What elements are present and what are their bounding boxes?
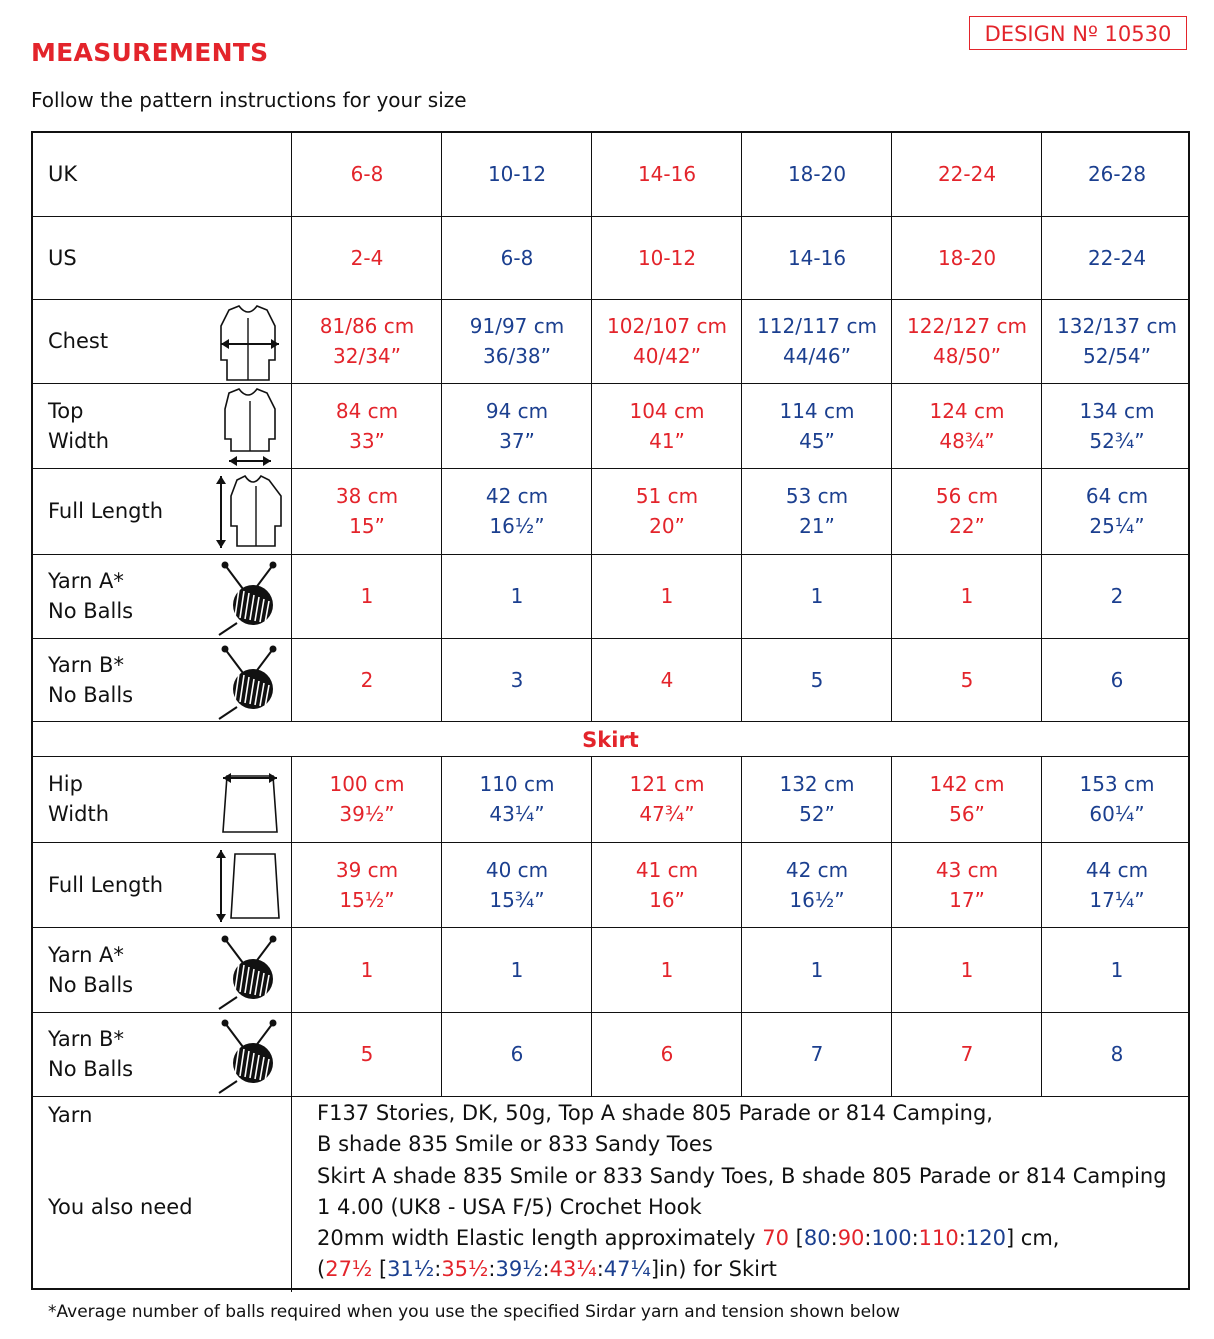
- yarn-detail-segment: (: [317, 1257, 326, 1282]
- size-value-line: 39 cm: [335, 857, 399, 882]
- size-value-cell: [1042, 1039, 1192, 1069]
- size-value-line: 18-20: [787, 162, 847, 186]
- size-value-line: 122/127 cm: [907, 314, 1027, 338]
- size-value-cell: [292, 769, 442, 829]
- yarn-detail-segment: Skirt A shade 835 Smile or 833 Sandy Toes, B shade 805 Parade or 814 Camping: [317, 1163, 1167, 1188]
- design-number-box: [969, 16, 1187, 50]
- size-value-cell: [1042, 955, 1192, 985]
- size-value-line: 17”: [949, 887, 985, 912]
- size-value-line: 44 cm: [1085, 857, 1149, 882]
- size-value-line: 1: [510, 584, 524, 608]
- size-value-cell: [892, 311, 1042, 371]
- size-value-cell: [592, 396, 742, 456]
- row-label: [48, 1024, 133, 1084]
- size-value-line: 33”: [349, 428, 385, 453]
- size-value-cell: [592, 665, 742, 695]
- row-label: [48, 326, 108, 356]
- row-divider: [33, 468, 1188, 469]
- size-value-line: 5: [360, 1042, 374, 1066]
- size-value-line: 1: [510, 957, 524, 982]
- skirt-width-icon: [215, 760, 285, 840]
- yarn-label: Yarn: [48, 1103, 93, 1127]
- size-value-line: 132 cm: [779, 772, 855, 796]
- size-value-line: 48¾”: [939, 428, 995, 453]
- size-value-line: 51 cm: [635, 484, 699, 508]
- row-label-line: Yarn A*: [48, 569, 124, 593]
- size-value-line: 112/117 cm: [757, 314, 877, 338]
- size-value-cell: [742, 665, 892, 695]
- size-value-cell: [592, 855, 742, 915]
- row-label-line: Width: [48, 802, 110, 826]
- size-value-line: 48/50”: [933, 344, 1001, 368]
- size-value-cell: [742, 396, 892, 456]
- row-label: [48, 159, 77, 189]
- row-label: [48, 496, 163, 526]
- size-value-cell: [592, 311, 742, 371]
- row-divider: [33, 299, 1188, 300]
- size-value-cell: [892, 581, 1042, 611]
- yarn-details: [317, 1098, 1167, 1286]
- size-value-line: 142 cm: [929, 772, 1005, 796]
- size-value-cell: [442, 665, 592, 695]
- size-value-line: 60¼”: [1089, 802, 1145, 826]
- size-value-cell: [292, 243, 442, 273]
- row-label-line: Top: [48, 398, 84, 423]
- row-label-line: Width: [48, 428, 110, 453]
- yarn-detail-line: [317, 1254, 1167, 1285]
- yarn-detail-segment: ] cm,: [1005, 1226, 1060, 1251]
- size-value-line: 1: [810, 584, 824, 608]
- size-value-cell: [292, 855, 442, 915]
- size-value-line: 15½”: [339, 887, 395, 912]
- size-value-line: 2-4: [350, 245, 384, 270]
- row-label-line: Full Length: [48, 872, 164, 897]
- size-value-cell: [742, 581, 892, 611]
- size-value-cell: [442, 159, 592, 189]
- yarn-detail-segment: 31½: [387, 1257, 435, 1282]
- page-title: MEASUREMENTS: [31, 38, 269, 67]
- skirt-heading: Skirt: [582, 728, 639, 752]
- yarn-detail-segment: :: [488, 1257, 496, 1282]
- yarn-detail-segment: 1 4.00 (UK8 - USA F/5) Crochet Hook: [317, 1194, 702, 1219]
- size-value-line: 6: [510, 1042, 524, 1066]
- size-value-line: 26-28: [1087, 162, 1147, 186]
- size-value-cell: [592, 243, 742, 273]
- row-label-line: Hip: [48, 772, 83, 796]
- yarn-detail-segment: 110: [918, 1226, 959, 1251]
- row-label: [48, 396, 109, 456]
- size-value-line: 41 cm: [635, 857, 699, 882]
- row-divider: [33, 383, 1188, 384]
- size-value-cell: [292, 581, 442, 611]
- size-value-line: 47¾”: [639, 802, 695, 826]
- size-value-line: 5: [810, 667, 824, 692]
- size-value-cell: [742, 855, 892, 915]
- yarn-detail-line: [317, 1192, 1167, 1223]
- size-value-cell: [442, 1039, 592, 1069]
- size-value-cell: [742, 311, 892, 371]
- row-label-line: No Balls: [48, 599, 134, 623]
- size-value-cell: [442, 396, 592, 456]
- size-value-line: 18-20: [937, 245, 997, 270]
- size-value-line: 8: [1110, 1042, 1124, 1066]
- row-divider: [33, 638, 1188, 639]
- size-value-cell: [1042, 396, 1192, 456]
- row-label-line: Full Length: [48, 499, 164, 523]
- size-value-line: 84 cm: [335, 398, 399, 423]
- size-value-line: 15”: [349, 514, 385, 538]
- size-value-cell: [1042, 311, 1192, 371]
- yarn-detail-segment: :: [542, 1257, 550, 1282]
- size-value-line: 1: [660, 957, 674, 982]
- size-value-cell: [892, 855, 1042, 915]
- size-value-line: 110 cm: [479, 772, 555, 796]
- row-label-line: Yarn B*: [48, 652, 124, 677]
- size-value-cell: [892, 481, 1042, 541]
- size-value-line: 52/54”: [1083, 344, 1151, 368]
- size-value-line: 14-16: [637, 162, 697, 186]
- size-value-line: 15¾”: [489, 887, 545, 912]
- yarn-detail-segment: F137 Stories, DK, 50g, Top A shade 805 Parade or 814 Camping,: [317, 1101, 993, 1125]
- size-value-line: 2: [1110, 584, 1124, 608]
- size-value-line: 39½”: [339, 802, 395, 826]
- size-value-line: 52”: [799, 802, 835, 826]
- row-label-line: No Balls: [48, 972, 134, 997]
- size-value-cell: [892, 243, 1042, 273]
- size-value-line: 56 cm: [935, 484, 999, 508]
- size-value-cell: [592, 581, 742, 611]
- size-value-cell: [1042, 855, 1192, 915]
- yarn-detail-segment: 43¼: [549, 1257, 597, 1282]
- size-value-line: 16”: [649, 887, 685, 912]
- yarn-detail-segment: 70: [762, 1226, 789, 1251]
- row-label-line: Yarn A*: [48, 942, 124, 967]
- size-value-cell: [592, 1039, 742, 1069]
- size-value-line: 10-12: [637, 245, 697, 270]
- yarn-detail-segment: :: [434, 1257, 442, 1282]
- yarn-detail-segment: :: [958, 1226, 966, 1251]
- size-value-line: 7: [810, 1042, 824, 1066]
- yarn-detail-segment: B shade 835 Smile or 833 Sandy Toes: [317, 1132, 713, 1157]
- size-value-cell: [742, 1039, 892, 1069]
- size-value-line: 124 cm: [929, 398, 1005, 423]
- yarn-ball-icon: [215, 641, 285, 721]
- size-value-line: 102/107 cm: [607, 314, 727, 338]
- yarn-detail-segment: ]in) for Skirt: [650, 1257, 777, 1282]
- footnote: *Average number of balls required when you use the specified Sirdar yarn and tension shown below: [48, 1302, 901, 1322]
- size-value-line: 4: [660, 667, 674, 692]
- yarn-detail-segment: [: [789, 1226, 804, 1251]
- size-value-line: 22-24: [1087, 245, 1147, 270]
- size-value-cell: [292, 955, 442, 985]
- size-value-line: 1: [960, 957, 974, 982]
- yarn-detail-segment: 20mm width Elastic length approximately: [317, 1226, 763, 1251]
- size-value-cell: [1042, 243, 1192, 273]
- yarn-detail-line: [317, 1161, 1167, 1192]
- size-value-line: 22-24: [937, 162, 997, 186]
- size-value-line: 16½”: [789, 887, 845, 912]
- measurements-table: [31, 131, 1190, 1290]
- size-value-cell: [592, 159, 742, 189]
- yarn-ball-icon: [215, 931, 285, 1011]
- size-value-line: 36/38”: [483, 344, 551, 368]
- size-value-line: 43¼”: [489, 802, 545, 826]
- size-value-cell: [892, 396, 1042, 456]
- row-divider: [33, 927, 1188, 928]
- yarn-detail-segment: 27½: [325, 1257, 373, 1282]
- size-value-cell: [892, 955, 1042, 985]
- size-value-cell: [892, 159, 1042, 189]
- size-value-line: 21”: [799, 514, 835, 538]
- size-value-line: 40 cm: [485, 857, 549, 882]
- size-value-line: 121 cm: [629, 772, 705, 796]
- size-value-line: 22”: [949, 514, 985, 538]
- you-also-need-label: You also need: [48, 1195, 193, 1219]
- size-value-line: 45”: [799, 428, 835, 453]
- size-value-cell: [742, 769, 892, 829]
- size-value-line: 1: [1110, 957, 1124, 982]
- size-value-line: 20”: [649, 514, 685, 538]
- size-value-line: 64 cm: [1085, 484, 1149, 508]
- size-value-line: 16½”: [489, 514, 545, 538]
- size-value-line: 52¾”: [1089, 428, 1145, 453]
- size-value-cell: [442, 581, 592, 611]
- size-value-line: 2: [360, 667, 374, 692]
- row-divider: [33, 1012, 1188, 1013]
- size-value-line: 94 cm: [485, 398, 549, 423]
- size-value-cell: [892, 769, 1042, 829]
- size-value-cell: [592, 769, 742, 829]
- size-value-line: 42 cm: [785, 857, 849, 882]
- row-divider: [33, 721, 1188, 722]
- size-value-cell: [442, 855, 592, 915]
- size-value-line: 132/137 cm: [1057, 314, 1177, 338]
- size-value-cell: [442, 311, 592, 371]
- column-divider: [291, 1097, 292, 1292]
- row-label: [48, 566, 133, 626]
- design-prefix: DESIGN Nº: [984, 22, 1098, 46]
- size-value-line: 43 cm: [935, 857, 999, 882]
- yarn-detail-segment: :: [596, 1257, 604, 1282]
- yarn-detail-segment: [: [372, 1257, 388, 1282]
- yarn-ball-icon: [215, 557, 285, 637]
- yarn-detail-segment: :: [830, 1226, 838, 1251]
- row-label: [48, 870, 163, 900]
- size-value-line: 114 cm: [779, 398, 855, 423]
- skirt-length-icon: [215, 846, 285, 926]
- size-value-line: 153 cm: [1079, 772, 1155, 796]
- size-value-cell: [442, 769, 592, 829]
- size-value-cell: [1042, 481, 1192, 541]
- size-value-line: 3: [510, 667, 524, 692]
- size-value-line: 1: [360, 584, 374, 608]
- yarn-detail-segment: :: [911, 1226, 919, 1251]
- size-value-line: 134 cm: [1079, 398, 1155, 423]
- yarn-detail-segment: 90: [837, 1226, 865, 1251]
- yarn-ball-icon: [215, 1015, 285, 1095]
- yarn-detail-segment: 100: [871, 1226, 912, 1251]
- size-value-line: 1: [360, 957, 374, 982]
- size-value-line: 7: [960, 1042, 974, 1066]
- row-divider: [33, 216, 1188, 217]
- size-value-line: 53 cm: [785, 484, 849, 508]
- size-value-line: 56”: [949, 802, 985, 826]
- size-value-line: 14-16: [787, 245, 847, 270]
- size-value-line: 17¼”: [1089, 887, 1145, 912]
- row-divider: [33, 554, 1188, 555]
- yarn-detail-line: [317, 1223, 1167, 1254]
- size-value-line: 38 cm: [335, 484, 399, 508]
- size-value-line: 6: [660, 1042, 674, 1066]
- size-value-line: 1: [660, 584, 674, 608]
- size-value-cell: [292, 396, 442, 456]
- row-label: [48, 940, 133, 1000]
- size-value-line: 91/97 cm: [469, 314, 565, 338]
- size-value-cell: [292, 159, 442, 189]
- yarn-detail-segment: 35½: [441, 1257, 489, 1282]
- row-divider: [33, 1096, 1188, 1097]
- size-value-line: 1: [810, 957, 824, 982]
- size-value-line: 42 cm: [485, 484, 549, 508]
- size-value-line: 25¼”: [1089, 514, 1145, 538]
- size-value-cell: [292, 1039, 442, 1069]
- row-label-line: No Balls: [48, 682, 134, 707]
- size-value-cell: [1042, 159, 1192, 189]
- cardigan-length-icon: [215, 472, 285, 552]
- size-value-cell: [742, 243, 892, 273]
- size-value-line: 37”: [499, 428, 535, 453]
- size-value-line: 10-12: [487, 162, 547, 186]
- row-label-line: Chest: [48, 329, 109, 353]
- size-value-line: 5: [960, 667, 974, 692]
- size-value-line: 6-8: [500, 245, 534, 270]
- size-value-line: 32/34”: [333, 344, 401, 368]
- size-value-line: 44/46”: [783, 344, 851, 368]
- size-value-cell: [592, 955, 742, 985]
- size-value-cell: [292, 665, 442, 695]
- size-value-line: 81/86 cm: [319, 314, 415, 338]
- subtitle: Follow the pattern instructions for your size: [31, 88, 467, 112]
- cardigan-chest-icon: [215, 302, 285, 382]
- yarn-detail-segment: :: [864, 1226, 872, 1251]
- row-label-line: Yarn B*: [48, 1027, 124, 1051]
- yarn-detail-segment: 120: [965, 1226, 1006, 1251]
- size-value-cell: [442, 955, 592, 985]
- row-label-line: UK: [48, 162, 78, 186]
- size-value-cell: [742, 481, 892, 541]
- size-value-cell: [442, 481, 592, 541]
- size-value-line: 6-8: [350, 162, 384, 186]
- size-value-cell: [892, 1039, 1042, 1069]
- row-divider: [33, 842, 1188, 843]
- size-value-cell: [892, 665, 1042, 695]
- size-value-cell: [442, 243, 592, 273]
- design-number: 10530: [1104, 22, 1172, 46]
- size-value-cell: [1042, 581, 1192, 611]
- size-value-cell: [292, 481, 442, 541]
- size-value-cell: [592, 481, 742, 541]
- row-label: [48, 243, 77, 273]
- cardigan-width-icon: [215, 387, 285, 467]
- size-value-cell: [292, 311, 442, 371]
- row-divider: [33, 756, 1188, 757]
- yarn-detail-segment: 47¼: [603, 1257, 651, 1282]
- size-value-cell: [742, 955, 892, 985]
- row-label: [48, 769, 109, 829]
- row-label-line: No Balls: [48, 1057, 134, 1081]
- size-value-cell: [1042, 769, 1192, 829]
- size-value-cell: [1042, 665, 1192, 695]
- size-value-line: 100 cm: [329, 772, 405, 796]
- row-label: [48, 650, 133, 710]
- yarn-detail-segment: 80: [803, 1226, 831, 1251]
- yarn-detail-segment: 39½: [495, 1257, 543, 1282]
- size-value-line: 104 cm: [629, 398, 705, 423]
- size-value-line: 40/42”: [633, 344, 701, 368]
- yarn-detail-line: [317, 1098, 1167, 1129]
- size-value-line: 1: [960, 584, 974, 608]
- yarn-detail-line: [317, 1129, 1167, 1160]
- size-value-line: 41”: [649, 428, 685, 453]
- size-value-cell: [742, 159, 892, 189]
- size-value-line: 6: [1110, 667, 1124, 692]
- row-label-line: US: [48, 245, 77, 270]
